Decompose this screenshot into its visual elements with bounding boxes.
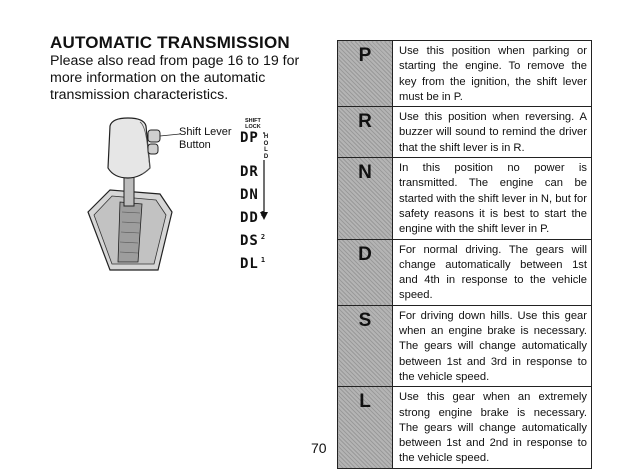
page-number: 70	[311, 440, 327, 456]
table-row	[338, 239, 592, 305]
gear-position-table	[337, 40, 592, 469]
table-row	[338, 305, 592, 386]
position-letter: D	[338, 239, 393, 305]
table-row	[338, 107, 592, 158]
position-letter: N	[338, 158, 393, 239]
shift-lock-label: SHIFT LOCK	[245, 118, 261, 130]
position-letter: S	[338, 305, 393, 386]
page-title: AUTOMATIC TRANSMISSION	[50, 33, 290, 52]
position-description: In this position no power is transmitted. The engine can be started with the shift lever in N, but for safety reasons it is best to start the engine with the shift lever in P.	[393, 158, 592, 239]
position-description: Use this position when reversing. A buzzer will sound to remind the driver that the shift lever is in R.	[393, 107, 592, 158]
shift-lever-button-label: Shift Lever Button	[179, 126, 232, 151]
hold-label: HOLD	[263, 134, 269, 160]
position-letter: R	[338, 107, 393, 158]
intro-paragraph: Please also read from page 16 to 19 for more information on the automatic transmission characteristics.	[50, 53, 300, 103]
position-description: Use this gear when an extremely strong engine brake is necessary. The gears will change automatically between 1st and 2nd in response to the vehicle speed.	[393, 387, 592, 468]
selector-s: DS $^2$	[240, 233, 267, 249]
shift-lever-illustration	[80, 112, 180, 282]
selector-l: DL $^1$	[240, 256, 267, 272]
position-description: For normal driving. The gears will change automatically between 1st and 4th in response to the vehicle speed.	[393, 239, 592, 305]
selector-n: DN	[240, 187, 259, 203]
table-row	[338, 158, 592, 239]
selector-p: DP	[240, 130, 259, 146]
table-row	[338, 387, 592, 468]
position-letter: P	[338, 41, 393, 107]
table-row	[338, 41, 592, 107]
selector-d: DD	[240, 210, 259, 226]
selector-r: DR	[240, 164, 259, 180]
position-description: Use this position when parking or starting the engine. To remove the key from the ignition, the shift lever must be in P.	[393, 41, 592, 107]
position-description: For driving down hills. Use this gear when an engine brake is necessary. The gears will change automatically between 1st and 3rd in response to the vehicle speed.	[393, 305, 592, 386]
position-letter: L	[338, 387, 393, 468]
